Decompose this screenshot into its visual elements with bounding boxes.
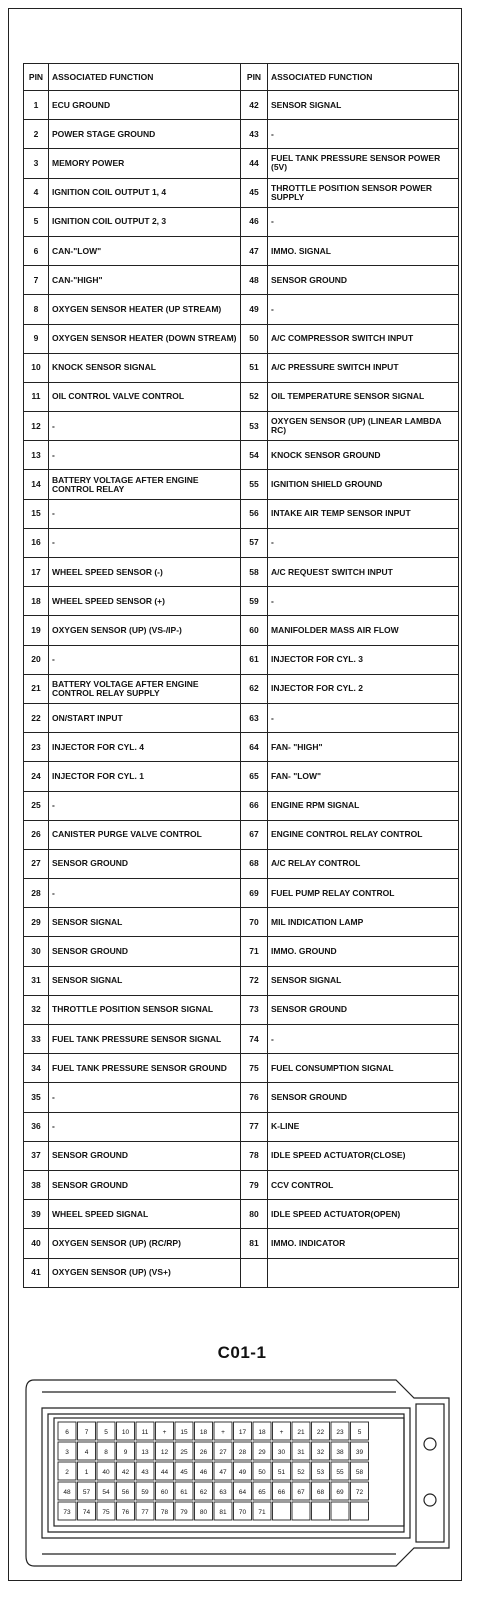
header-function-right: ASSOCIATED FUNCTION [268,64,459,91]
pin-number-right: 71 [241,937,268,966]
pin-number-left: 37 [24,1141,49,1170]
pin-function-left: CAN-"LOW" [49,236,241,265]
table-row [24,587,459,616]
pin-function-right: KNOCK SENSOR GROUND [268,441,459,470]
pin-number-left: 9 [24,324,49,353]
pin-number-left: 29 [24,908,49,937]
pin-function-left: SENSOR GROUND [49,849,241,878]
pin-number-left: 26 [24,820,49,849]
connector-title: C01-1 [217,1343,267,1362]
connector-pin-label: 58 [355,1469,364,1476]
pin-function-right: FAN- "HIGH" [268,733,459,762]
pin-function-left: SENSOR SIGNAL [49,908,241,937]
table-row [24,120,459,149]
pin-function-left: - [49,879,241,908]
pin-function-left: BATTERY VOLTAGE AFTER ENGINE CONTROL RELAY SUPPLY [49,674,241,703]
connector-pin-label: 15 [180,1429,188,1436]
pin-number-left: 22 [24,703,49,732]
connector-pin-cell [351,1502,369,1520]
table-row [24,645,459,674]
connector-pin-label: 38 [336,1449,344,1456]
connector-pin-label: + [162,1429,167,1436]
pin-function-right: IMMO. INDICATOR [268,1229,459,1258]
table-row [24,937,459,966]
table-row [24,499,459,528]
pin-number-left: 21 [24,674,49,703]
pin-number-right: 81 [241,1229,268,1258]
table-row [24,353,459,382]
connector-pin-grid [58,1422,369,1520]
pin-function-right: IGNITION SHIELD GROUND [268,470,459,499]
connector-pin-label: 1 [84,1469,89,1476]
connector-pin-label: 81 [219,1509,227,1516]
pin-number-right: 45 [241,178,268,207]
table-row [24,1258,459,1287]
pin-number-right: 43 [241,120,268,149]
connector-pin-label: 75 [102,1509,110,1516]
pin-function-right: FUEL TANK PRESSURE SENSOR POWER (5V) [268,149,459,178]
pin-number-right: 61 [241,645,268,674]
pin-function-right: THROTTLE POSITION SENSOR POWER SUPPLY [268,178,459,207]
connector-pin-cell [331,1502,349,1520]
connector-pin-label: 69 [336,1489,344,1496]
pin-number-right: 66 [241,791,268,820]
connector-pin-label: 40 [102,1469,110,1476]
pin-function-left: THROTTLE POSITION SENSOR SIGNAL [49,995,241,1024]
pin-number-left: 15 [24,499,49,528]
pin-number-right: 53 [241,412,268,441]
pin-function-left: OXYGEN SENSOR HEATER (DOWN STREAM) [49,324,241,353]
pin-function-right: INJECTOR FOR CYL. 2 [268,674,459,703]
connector-pin-label: 8 [104,1449,108,1456]
pin-table-body [24,91,459,1288]
pin-function-left: - [49,441,241,470]
pin-number-right: 73 [241,995,268,1024]
pin-number-left: 1 [24,91,49,120]
connector-pin-label: 31 [297,1449,305,1456]
pin-number-left: 39 [24,1200,49,1229]
connector-pin-label: 62 [199,1489,208,1496]
pin-function-left: - [49,791,241,820]
pin-number-left: 24 [24,762,49,791]
pin-function-right: - [268,295,459,324]
connector-pin-label: 51 [277,1469,286,1476]
pin-number-right: 48 [241,266,268,295]
connector-pin-label: 54 [102,1489,110,1496]
connector-pin-label: 26 [199,1449,208,1456]
pin-function-left: OXYGEN SENSOR (UP) (RC/RP) [49,1229,241,1258]
connector-pin-label: 48 [63,1489,71,1496]
pin-number-right: 57 [241,528,268,557]
connector-pin-label: + [221,1429,225,1436]
pin-function-left: - [49,1083,241,1112]
connector-pin-label: 7 [84,1429,89,1436]
pin-number-right: 60 [241,616,268,645]
connector-pin-label: 70 [238,1509,247,1516]
pin-number-right: 42 [241,91,268,120]
pin-function-right: A/C REQUEST SWITCH INPUT [268,558,459,587]
connector-pin-label: 18 [199,1429,208,1436]
table-row [24,91,459,120]
connector-pin-label: 18 [258,1429,266,1436]
connector-pin-label: 57 [82,1489,91,1496]
pin-function-right: SENSOR SIGNAL [268,966,459,995]
connector-pin-label: 80 [199,1509,208,1516]
pin-number-left: 18 [24,587,49,616]
connector-pin-label: 74 [82,1509,91,1516]
connector-pin-label: 21 [297,1429,305,1436]
table-row [24,1200,459,1229]
pin-number-right: 80 [241,1200,268,1229]
pin-function-left: CAN-"HIGH" [49,266,241,295]
pin-function-right: CCV CONTROL [268,1170,459,1199]
pin-function-right: - [268,1025,459,1054]
connector-side-latch [416,1404,444,1542]
pin-function-left: MEMORY POWER [49,149,241,178]
pin-function-right: SENSOR GROUND [268,1083,459,1112]
table-row [24,674,459,703]
table-row [24,995,459,1024]
connector-pin-label: 9 [123,1449,128,1456]
connector-pin-label: 47 [219,1469,227,1476]
connector-pin-label: 27 [219,1449,227,1456]
table-row [24,324,459,353]
pin-function-left: POWER STAGE GROUND [49,120,241,149]
pin-function-left: - [49,645,241,674]
pin-number-left: 41 [24,1258,49,1287]
pin-function-left: IGNITION COIL OUTPUT 1, 4 [49,178,241,207]
pin-function-right: A/C RELAY CONTROL [268,849,459,878]
pin-number-left: 20 [24,645,49,674]
pin-function-left: SENSOR GROUND [49,937,241,966]
table-row [24,762,459,791]
pin-function-left: OIL CONTROL VALVE CONTROL [49,382,241,411]
pin-function-right: SENSOR GROUND [268,266,459,295]
pin-function-left: FUEL TANK PRESSURE SENSOR GROUND [49,1054,241,1083]
pin-function-left: IGNITION COIL OUTPUT 2, 3 [49,207,241,236]
header-pin-left: PIN [24,64,49,91]
table-row [24,1229,459,1258]
pin-function-left: FUEL TANK PRESSURE SENSOR SIGNAL [49,1025,241,1054]
table-row [24,791,459,820]
table-row [24,558,459,587]
table-row [24,1112,459,1141]
pin-function-left: BATTERY VOLTAGE AFTER ENGINE CONTROL RELAY [49,470,241,499]
table-row [24,879,459,908]
connector-pin-label: 30 [277,1449,286,1456]
table-row [24,382,459,411]
connector-pin-label: 5 [357,1429,362,1436]
pin-number-right: 51 [241,353,268,382]
connector-pin-label: 22 [316,1429,325,1436]
table-row [24,470,459,499]
pin-function-right: MIL INDICATION LAMP [268,908,459,937]
table-row [24,908,459,937]
pin-number-right: 77 [241,1112,268,1141]
connector-pin-label: 64 [238,1489,247,1496]
pin-function-table [23,63,459,1288]
pin-number-left: 4 [24,178,49,207]
pin-number-left: 23 [24,733,49,762]
pin-number-right: 68 [241,849,268,878]
pin-function-right: OIL TEMPERATURE SENSOR SIGNAL [268,382,459,411]
pin-number-left: 33 [24,1025,49,1054]
table-row [24,820,459,849]
pin-number-right: 72 [241,966,268,995]
connector-mount-hole-bottom [424,1494,436,1506]
pin-number-right: 47 [241,236,268,265]
pin-number-right: 56 [241,499,268,528]
connector-pin-label: 13 [141,1449,149,1456]
pin-function-right: SENSOR GROUND [268,995,459,1024]
connector-pin-label: 11 [141,1429,149,1436]
connector-pin-label: 28 [238,1449,247,1456]
connector-pin-label: 72 [355,1489,364,1496]
pin-number-right: 50 [241,324,268,353]
connector-pin-label: 53 [316,1469,325,1476]
pin-number-left: 27 [24,849,49,878]
pin-number-right: 55 [241,470,268,499]
pin-number-left: 12 [24,412,49,441]
connector-pin-label: 59 [141,1489,149,1496]
pin-function-right [268,1258,459,1287]
pin-number-right: 70 [241,908,268,937]
table-row [24,528,459,557]
pin-number-right: 62 [241,674,268,703]
pin-number-left: 7 [24,266,49,295]
pin-function-right: - [268,703,459,732]
pin-function-right: A/C PRESSURE SWITCH INPUT [268,353,459,382]
pin-function-left: - [49,412,241,441]
pin-number-left: 10 [24,353,49,382]
connector-pin-cell [292,1502,310,1520]
connector-pin-label: + [279,1429,284,1436]
connector-pin-label: 52 [297,1469,305,1476]
connector-pin-cell [312,1502,330,1520]
connector-pin-label: 65 [258,1489,266,1496]
connector-pin-label: 63 [219,1489,227,1496]
table-row [24,1025,459,1054]
table-row [24,149,459,178]
connector-pin-label: 4 [84,1449,89,1456]
pin-function-left: OXYGEN SENSOR HEATER (UP STREAM) [49,295,241,324]
pin-number-right: 75 [241,1054,268,1083]
table-row [24,1141,459,1170]
connector-pin-label: 61 [180,1489,188,1496]
connector-pin-label: 77 [141,1509,149,1516]
pin-number-right: 78 [241,1141,268,1170]
connector-pin-label: 43 [141,1469,149,1476]
pin-number-left: 34 [24,1054,49,1083]
pin-function-right: - [268,207,459,236]
pin-function-right: ENGINE RPM SIGNAL [268,791,459,820]
connector-diagram [24,1378,460,1568]
header-pin-right: PIN [241,64,268,91]
pin-number-left: 30 [24,937,49,966]
pin-function-right: - [268,528,459,557]
table-row [24,1083,459,1112]
connector-pin-label: 46 [199,1469,208,1476]
pin-function-right: INTAKE AIR TEMP SENSOR INPUT [268,499,459,528]
table-row [24,412,459,441]
pin-number-right: 54 [241,441,268,470]
pin-number-left: 36 [24,1112,49,1141]
pin-number-right: 76 [241,1083,268,1112]
connector-pin-label: 60 [160,1489,169,1496]
pin-number-right: 64 [241,733,268,762]
header-function-left: ASSOCIATED FUNCTION [49,64,241,91]
pin-number-right: 44 [241,149,268,178]
table-row [24,1054,459,1083]
pin-function-left: SENSOR SIGNAL [49,966,241,995]
pin-function-left: SENSOR GROUND [49,1170,241,1199]
pin-number-left: 25 [24,791,49,820]
pin-number-left: 35 [24,1083,49,1112]
connector-pin-label: 79 [180,1509,188,1516]
pin-number-left: 40 [24,1229,49,1258]
table-row [24,733,459,762]
pin-function-left: SENSOR GROUND [49,1141,241,1170]
pin-function-right: FAN- "LOW" [268,762,459,791]
pin-function-left: WHEEL SPEED SENSOR (+) [49,587,241,616]
table-row [24,849,459,878]
pin-number-left: 32 [24,995,49,1024]
pin-function-right: MANIFOLDER MASS AIR FLOW [268,616,459,645]
pin-function-left: INJECTOR FOR CYL. 4 [49,733,241,762]
pin-function-left: WHEEL SPEED SIGNAL [49,1200,241,1229]
pin-number-right: 49 [241,295,268,324]
pin-function-right: - [268,587,459,616]
table-row [24,616,459,645]
pin-function-right: IDLE SPEED ACTUATOR(OPEN) [268,1200,459,1229]
pin-number-left: 11 [24,382,49,411]
connector-pin-label: 76 [121,1509,130,1516]
table-row [24,266,459,295]
pin-number-left: 13 [24,441,49,470]
pin-number-left: 17 [24,558,49,587]
pin-number-right: 52 [241,382,268,411]
pin-function-left: - [49,528,241,557]
pin-function-left: OXYGEN SENSOR (UP) (VS-/IP-) [49,616,241,645]
connector-pin-label: 3 [65,1449,69,1456]
table-row [24,703,459,732]
connector-pin-label: 29 [258,1449,266,1456]
pin-function-right: FUEL CONSUMPTION SIGNAL [268,1054,459,1083]
connector-pin-label: 10 [121,1429,130,1436]
pin-number-right: 46 [241,207,268,236]
pin-number-left: 8 [24,295,49,324]
pin-function-right: A/C COMPRESSOR SWITCH INPUT [268,324,459,353]
pin-function-right: OXYGEN SENSOR (UP) (LINEAR LAMBDA RC) [268,412,459,441]
connector-pin-label: 55 [336,1469,344,1476]
pin-number-left: 3 [24,149,49,178]
pin-number-right: 79 [241,1170,268,1199]
table-row [24,178,459,207]
table-header-row [24,64,459,91]
pin-number-right: 69 [241,879,268,908]
table-row [24,441,459,470]
connector-pin-label: 23 [336,1429,344,1436]
pin-function-right: SENSOR SIGNAL [268,91,459,120]
table-row [24,236,459,265]
pin-function-left: CANISTER PURGE VALVE CONTROL [49,820,241,849]
pin-number-right: 59 [241,587,268,616]
connector-pin-label: 6 [65,1429,69,1436]
connector-pin-cell [273,1502,291,1520]
pin-number-right [241,1258,268,1287]
pin-function-left: - [49,1112,241,1141]
pin-function-left: ON/START INPUT [49,703,241,732]
connector-mount-hole-top [424,1438,436,1450]
connector-pin-label: 44 [160,1469,169,1476]
connector-pin-label: 68 [316,1489,325,1496]
pin-function-right: IMMO. SIGNAL [268,236,459,265]
connector-pin-label: 73 [63,1509,71,1516]
pin-function-left: - [49,499,241,528]
pin-number-right: 67 [241,820,268,849]
pin-function-left: KNOCK SENSOR SIGNAL [49,353,241,382]
pin-function-right: INJECTOR FOR CYL. 3 [268,645,459,674]
pin-function-left: OXYGEN SENSOR (UP) (VS+) [49,1258,241,1287]
pin-number-left: 6 [24,236,49,265]
table-row [24,966,459,995]
connector-pin-label: 67 [297,1489,305,1496]
connector-pin-label: 49 [238,1469,247,1476]
connector-pin-label: 78 [160,1509,169,1516]
pin-function-right: ENGINE CONTROL RELAY CONTROL [268,820,459,849]
pin-number-right: 63 [241,703,268,732]
pin-number-left: 19 [24,616,49,645]
pin-function-left: ECU GROUND [49,91,241,120]
connector-pin-label: 66 [277,1489,286,1496]
pin-function-right: FUEL PUMP RELAY CONTROL [268,879,459,908]
pin-number-right: 65 [241,762,268,791]
connector-pin-label: 2 [65,1469,69,1476]
pin-number-right: 58 [241,558,268,587]
pin-number-left: 31 [24,966,49,995]
connector-pin-label: 45 [180,1469,188,1476]
connector-pin-label: 32 [316,1449,325,1456]
pin-number-left: 16 [24,528,49,557]
pin-function-right: IMMO. GROUND [268,937,459,966]
table-row [24,1170,459,1199]
pin-function-right: - [268,120,459,149]
pin-number-left: 2 [24,120,49,149]
pin-function-left: INJECTOR FOR CYL. 1 [49,762,241,791]
pin-function-right: K-LINE [268,1112,459,1141]
connector-pin-label: 56 [121,1489,130,1496]
connector-pin-label: 25 [180,1449,188,1456]
pin-number-left: 14 [24,470,49,499]
pin-number-right: 74 [241,1025,268,1054]
pin-number-left: 28 [24,879,49,908]
connector-pin-label: 42 [121,1469,130,1476]
connector-pin-label: 5 [104,1429,108,1436]
pin-number-left: 38 [24,1170,49,1199]
pin-function-left: WHEEL SPEED SENSOR (-) [49,558,241,587]
connector-pin-label: 17 [238,1429,247,1436]
pin-number-left: 5 [24,207,49,236]
connector-pin-label: 71 [258,1509,266,1516]
pin-function-right: IDLE SPEED ACTUATOR(CLOSE) [268,1141,459,1170]
table-row [24,207,459,236]
connector-pin-label: 12 [160,1449,169,1456]
connector-pin-label: 39 [355,1449,364,1456]
table-row [24,295,459,324]
connector-pin-label: 50 [258,1469,266,1476]
